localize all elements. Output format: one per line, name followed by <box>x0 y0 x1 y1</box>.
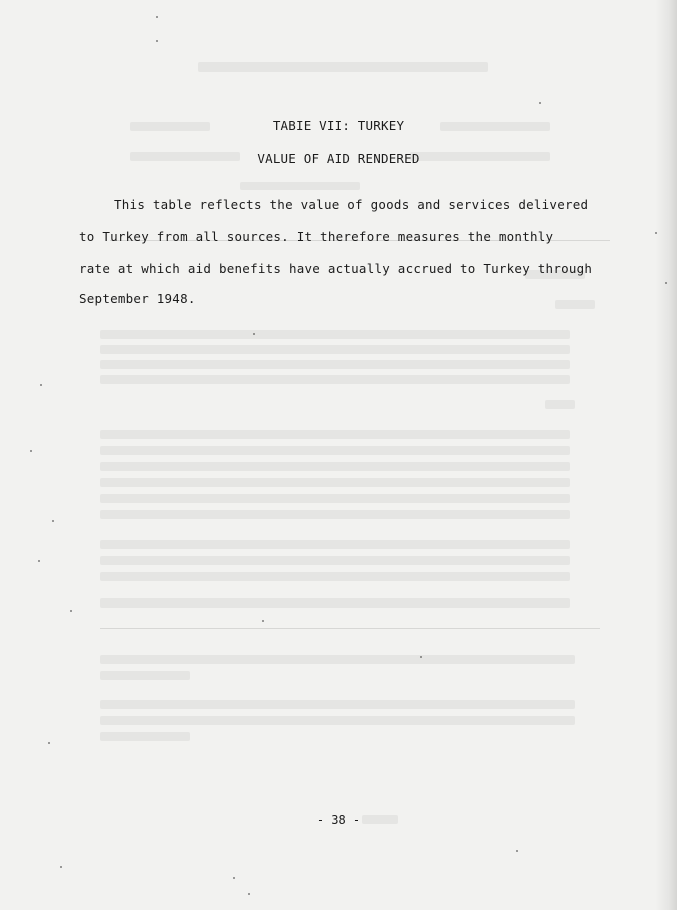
scan-speck <box>38 560 40 562</box>
scan-speck <box>52 520 54 522</box>
bleed-through-mark <box>198 62 488 72</box>
bleed-through-mark <box>100 572 570 581</box>
page-number: - 38 - <box>316 813 361 827</box>
bleed-through-mark <box>100 478 570 487</box>
bleed-through-mark <box>100 671 190 680</box>
table-subtitle: VALUE OF AID RENDERED <box>257 151 420 166</box>
scan-speck <box>516 850 518 852</box>
bleed-through-mark <box>100 330 570 339</box>
scan-speck <box>156 16 158 18</box>
page-edge-shadow <box>655 0 677 910</box>
paragraph-line: September 1948. <box>79 291 196 306</box>
bleed-through-mark <box>100 510 570 519</box>
scan-speck <box>253 333 255 335</box>
bleed-through-mark <box>100 700 575 709</box>
scan-speck <box>655 232 657 234</box>
bleed-through-mark <box>100 556 570 565</box>
scan-speck <box>156 40 158 42</box>
bleed-through-mark <box>240 182 360 190</box>
table-title: TABIE VII: TURKEY <box>272 118 405 133</box>
bleed-through-mark <box>545 400 575 409</box>
bleed-through-mark <box>100 494 570 503</box>
bleed-through-mark <box>100 345 570 354</box>
bleed-through-mark <box>100 430 570 439</box>
scan-speck <box>48 742 50 744</box>
scan-speck <box>420 656 422 658</box>
bleed-through-mark <box>100 360 570 369</box>
bleed-through-mark <box>555 300 595 309</box>
scan-speck <box>30 450 32 452</box>
scan-speck <box>248 893 250 895</box>
scan-speck <box>60 866 62 868</box>
bleed-through-rule <box>100 628 600 629</box>
scan-speck <box>40 384 42 386</box>
bleed-through-mark <box>100 732 190 741</box>
scan-speck <box>539 102 541 104</box>
scan-speck <box>262 620 264 622</box>
bleed-through-mark <box>100 655 575 664</box>
scan-speck <box>665 282 667 284</box>
paragraph-line: rate at which aid benefits have actually accrued to Turkey through <box>79 261 593 276</box>
bleed-through-mark <box>100 716 575 725</box>
bleed-through-mark <box>100 540 570 549</box>
paragraph-line: to Turkey from all sources. It therefore measures the monthly <box>79 229 554 244</box>
bleed-through-mark <box>100 446 570 455</box>
bleed-through-mark <box>100 462 570 471</box>
bleed-through-mark <box>100 598 570 608</box>
scan-speck <box>233 877 235 879</box>
paragraph-line: This table reflects the value of goods and services delivered <box>114 197 589 212</box>
bleed-through-mark <box>100 375 570 384</box>
scan-speck <box>70 610 72 612</box>
